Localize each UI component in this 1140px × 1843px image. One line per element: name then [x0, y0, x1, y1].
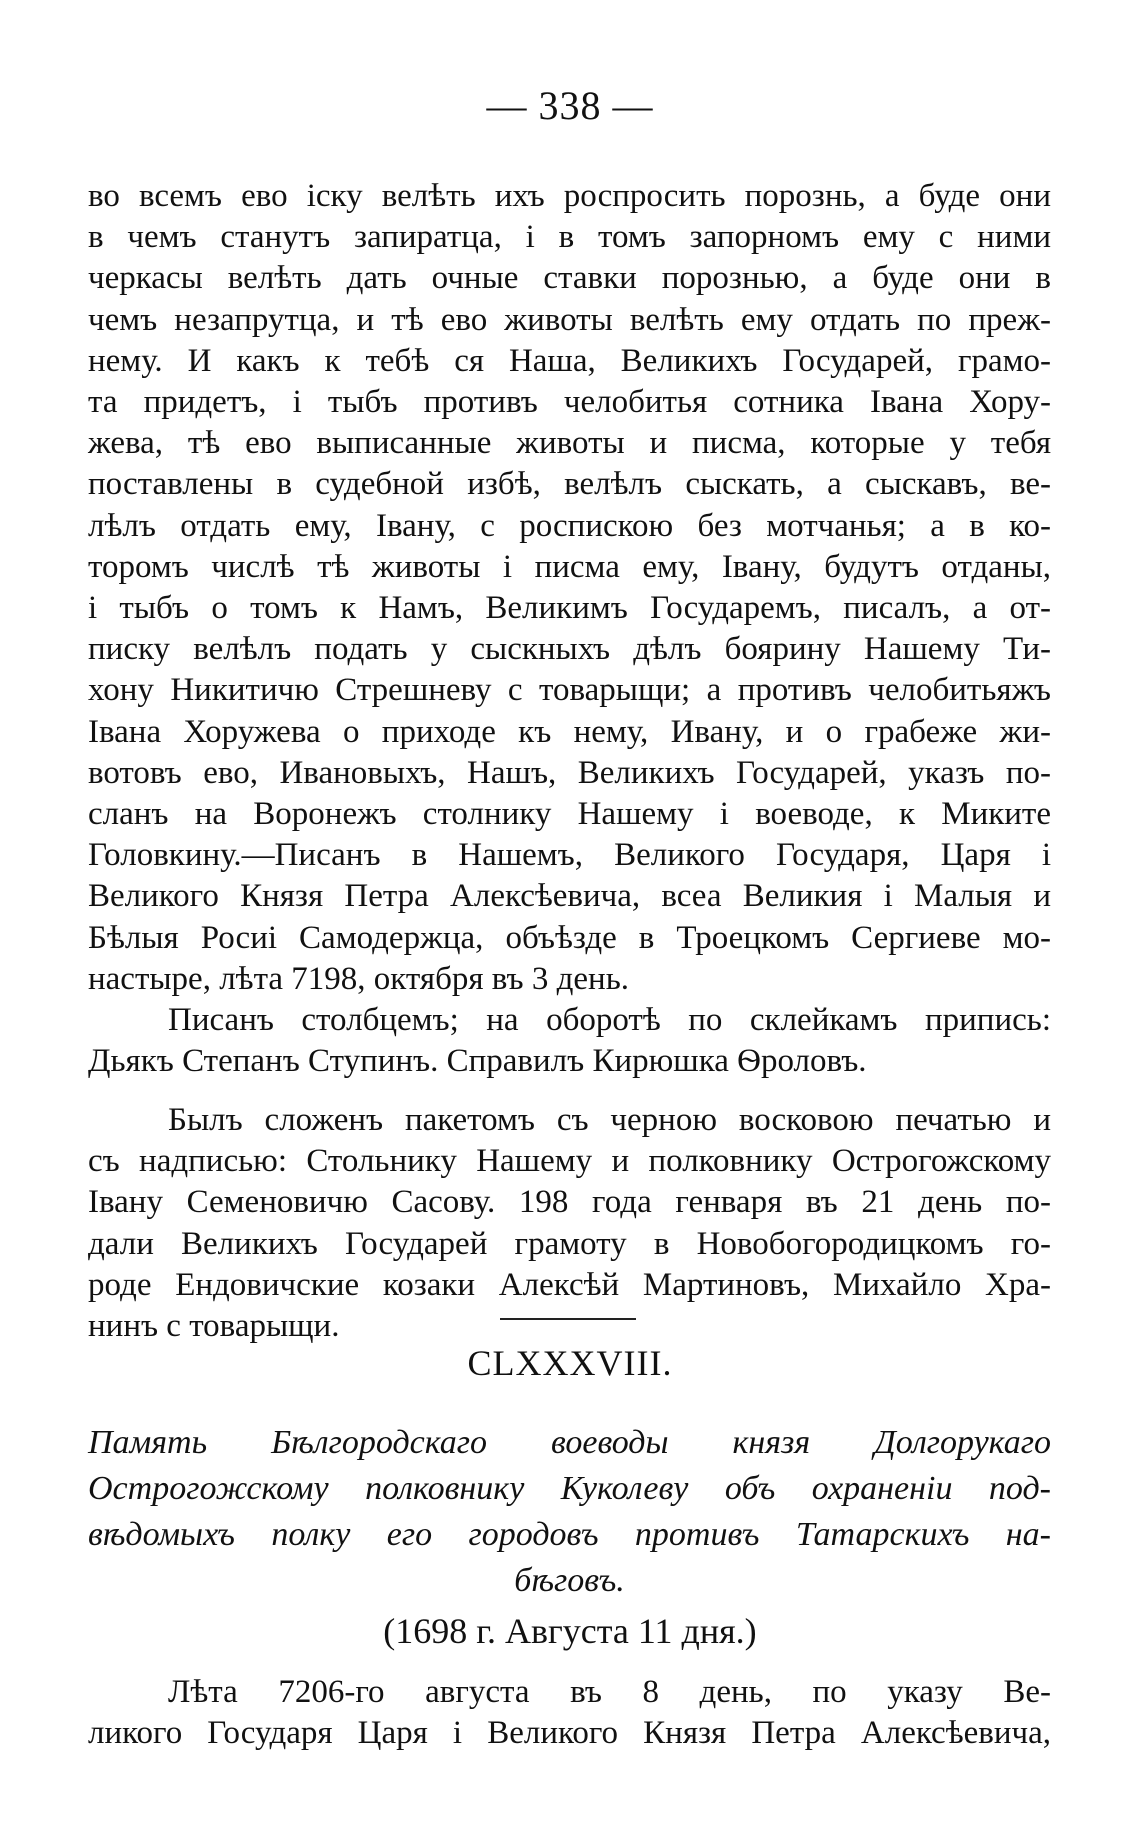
heading-line: вѣдомыхъ полку его городовъ противъ Татарскихъ на-: [88, 1516, 1051, 1553]
document-date: (1698 г. Августа 11 дня.): [383, 1611, 757, 1651]
text-line: Головкину.—Писанъ в Нашемъ, Великого Государя, Царя і: [88, 837, 1051, 874]
document-number: CLXXXVIII.: [467, 1343, 673, 1383]
text-line: дали Великихъ Государей грамоту в Новобогородицкомъ го-: [88, 1225, 1051, 1262]
text-line: Дьякъ Степанъ Ступинъ. Справилъ Кирюшка Ѳроловъ.: [88, 1043, 867, 1080]
text-line: Великого Князя Петра Алексѣевича, всеа Великия і Малыя и: [88, 878, 1051, 915]
text-line: сланъ на Воронежъ столнику Нашему і воеводе, к Миките: [88, 796, 1051, 833]
paragraph-3: [88, 1100, 1051, 1347]
text-line: торомъ числѣ тѣ животы і писма ему, Івану, будутъ отданы,: [88, 548, 1051, 585]
text-line: Лѣта 7206-го августа въ 8 день, по указу Ве-: [168, 1674, 1051, 1710]
text-line: нинъ с товарыщи.: [88, 1308, 340, 1345]
document-heading: [88, 1420, 1051, 1604]
text-line: Писанъ столбцемъ; на оборотѣ по склейкамъ припись:: [168, 1002, 1051, 1038]
text-line: та придетъ, і тыбъ противъ челобитья сотника Івана Хору-: [88, 384, 1051, 421]
text-line: ликого Государя Царя і Великого Князя Петра Алексѣевича,: [88, 1715, 1051, 1752]
text-line: роде Ендовичские козаки Алексѣй Мартиновъ, Михайло Хра-: [88, 1266, 1051, 1303]
paragraph-2: [88, 1000, 1051, 1082]
text-line: съ надписью: Стольнику Нашему и полковнику Острогожскому: [88, 1143, 1051, 1180]
text-line: Былъ сложенъ пакетомъ съ черною восковою печатью и: [168, 1102, 1051, 1138]
text-line: вотовъ ево, Ивановыхъ, Нашъ, Великихъ Государей, указъ по-: [88, 754, 1051, 791]
text-line: во всемъ ево іску велѣть ихъ роспросить порознь, а буде они: [88, 178, 1051, 214]
text-line: Івану Семеновичю Сасову. 198 года генваря въ 21 день по-: [88, 1184, 1051, 1221]
text-line: і тыбъ о томъ к Намъ, Великимъ Государемъ, писалъ, а от-: [88, 590, 1051, 627]
section-divider: [500, 1318, 636, 1320]
text-line: Бѣлыя Росиі Самодержца, объѣзде в Троецкомъ Сергиеве мо-: [88, 919, 1051, 956]
text-line: хону Никитичю Стрешневу с товарыщи; а противъ челобитьяжъ: [88, 672, 1051, 709]
text-line: лѣлъ отдать ему, Івану, с роспискою без мотчанья; а в ко-: [88, 507, 1051, 544]
heading-line: Острогожскому полковнику Куколеву объ охраненіи под-: [88, 1470, 1051, 1507]
text-line: жева, тѣ ево выписанные животы и писма, которые у тебя: [88, 425, 1051, 462]
text-line: чемъ незапрутца, и тѣ ево животы велѣть ему отдать по преж-: [88, 301, 1051, 338]
paragraph-1: [88, 176, 1051, 1000]
text-line: настыре, лѣта 7198, октября въ 3 день.: [88, 960, 630, 997]
text-line: черкасы велѣть дать очные ставки порознью, а буде они в: [88, 260, 1051, 297]
text-line: поставлены в судебной избѣ, велѣлъ сыскать, а сыскавъ, ве-: [88, 466, 1051, 503]
text-line: писку велѣлъ подать у сыскныхъ дѣлъ боярину Нашему Ти-: [88, 631, 1051, 668]
page-number: — 338 —: [486, 83, 654, 128]
text-line: нему. И какъ к тебѣ ся Наша, Великихъ Государей, грамо-: [88, 342, 1051, 379]
heading-line: бѣговъ.: [514, 1562, 625, 1599]
text-line: в чемъ станутъ запиратца, і в томъ запорномъ ему с ними: [88, 219, 1051, 256]
heading-line: Память Бѣлгородскаго воеводы князя Долгорукаго: [88, 1424, 1051, 1461]
text-line: Івана Хоружева о приходе къ нему, Ивану, и о грабеже жи-: [88, 713, 1051, 750]
paragraph-4: [88, 1672, 1051, 1754]
